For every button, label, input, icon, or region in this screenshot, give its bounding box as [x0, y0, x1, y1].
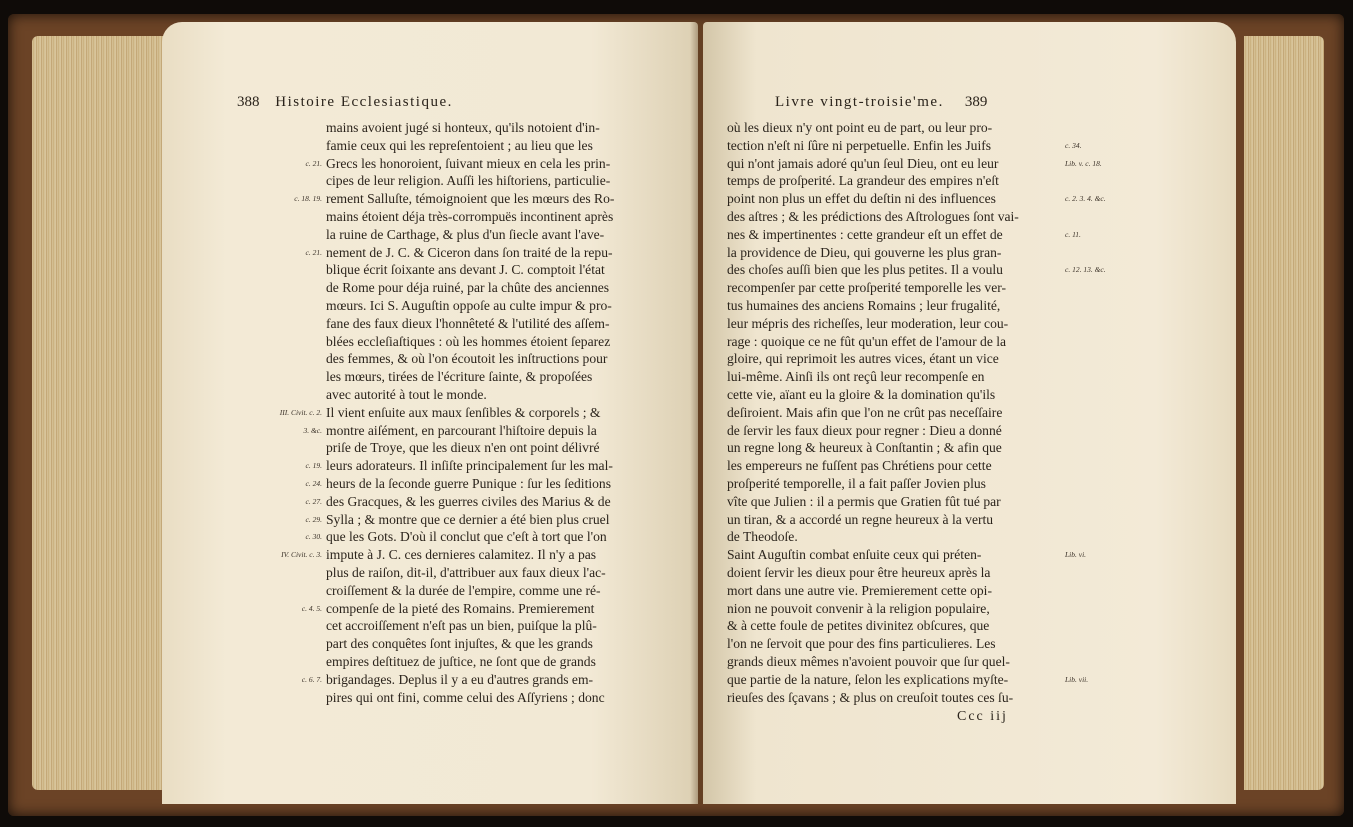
- margin-note: [1065, 350, 1125, 368]
- margin-note: [236, 368, 322, 386]
- margin-note: IV. Civit. c. 3.: [281, 550, 322, 560]
- margin-note: c. 4. 5.: [301, 603, 322, 613]
- margin-note: [236, 315, 322, 333]
- text-line: vîte que Julien : il a permis que Gratien fût tué par: [727, 493, 1001, 509]
- margin-note: [1065, 422, 1125, 440]
- margin-note: [1065, 244, 1125, 262]
- text-line: cipes de leur religion. Auſſi les hiſtoriens, particulie-: [326, 173, 611, 189]
- text-line: la ruine de Carthage, & plus d'un ſiecle avant l'ave-: [326, 226, 605, 242]
- text-line: nes & impertinentes : cette grandeur eſt un effet de: [727, 226, 1003, 242]
- left-body-text: [326, 119, 686, 706]
- margin-note: c. 27.: [305, 496, 322, 506]
- margin-note: [236, 439, 322, 457]
- margin-note: [1065, 333, 1125, 351]
- margin-note: [1065, 617, 1125, 635]
- right-running-title: Livre vingt-troisie'me.: [775, 94, 944, 110]
- margin-note: c. 24.: [305, 478, 322, 488]
- text-line: des aſtres ; & les prédictions des Aſtrologues ſont vai-: [727, 208, 1019, 224]
- margin-note: c. 21.: [305, 158, 322, 168]
- text-line: famie ceux qui les repreſentoient ; au lieu que les: [326, 137, 593, 153]
- margin-note: c. 11.: [1065, 229, 1081, 239]
- text-line: mains avoient jugé si honteux, qu'ils notoient d'in-: [326, 120, 600, 135]
- margin-note: Lib. v. c. 18.: [1065, 158, 1102, 168]
- text-line: gloire, qui reprimoit les autres vices, étant un vice: [727, 351, 999, 367]
- text-line: mains étoient déja très-corrompuës incontinent après: [326, 208, 614, 224]
- margin-note: [236, 564, 322, 582]
- text-line: priſe de Troye, que les dieux n'en ont point délivré: [326, 440, 600, 456]
- text-line: des Gracques, & les guerres civiles des Marius & de: [326, 493, 611, 509]
- text-line: Sylla ; & montre que ce dernier a été bien plus cruel: [326, 511, 610, 527]
- margin-note: III. Civit. c. 2.: [279, 407, 322, 417]
- margin-note: [1065, 457, 1125, 475]
- margin-note: c. 19.: [305, 461, 322, 471]
- text-line: un tiran, & a accordé un regne heureux à la vertu: [727, 511, 994, 527]
- margin-note: [1065, 315, 1125, 333]
- margin-note: 3. &c.: [303, 425, 322, 435]
- margin-note: [236, 689, 322, 707]
- text-line: avec autorité à tout le monde.: [326, 386, 487, 402]
- text-line: part des conquêtes ſont injuſtes, & que les grands: [326, 636, 593, 652]
- text-line: de ſervir les faux dieux pour regner : Dieu a donné: [727, 422, 1002, 438]
- text-line: où les dieux n'y ont point eu de part, ou leur pro-: [727, 120, 993, 135]
- text-line: l'on ne ſervoit que pour des fins particulieres. Les: [727, 636, 996, 652]
- text-line: nion ne pouvoit convenir à la religion populaire,: [727, 600, 990, 616]
- text-line: que les Gots. D'où il conclut que c'eſt à tort que l'on: [326, 529, 607, 545]
- text-line: qui n'ont jamais adoré qu'un ſeul Dieu, ont eu leur: [727, 155, 999, 171]
- margin-note: [1065, 386, 1125, 404]
- text-line: nement de J. C. & Ciceron dans ſon traité de la repu-: [326, 244, 613, 260]
- left-running-title: Histoire Ecclesiastique.: [275, 94, 453, 110]
- margin-note: [1065, 528, 1125, 546]
- text-line: tus humaines des anciens Romains ; leur frugalité,: [727, 297, 1001, 313]
- text-line: rage : quoique ce ne fût qu'un effet de l'amour de la: [727, 333, 1007, 349]
- margin-note: [1065, 653, 1125, 671]
- text-line: les empereurs ne fuſſent pas Chrétiens pour cette: [727, 458, 992, 474]
- margin-note: [236, 226, 322, 244]
- margin-note: c. 30.: [305, 532, 322, 542]
- margin-note: [1065, 208, 1125, 226]
- text-line: heurs de la ſeconde guerre Punique : ſur les ſeditions: [326, 475, 612, 491]
- text-line: croiſſement & la durée de l'empire, comme une ré-: [326, 582, 601, 598]
- margin-note: Lib. vii.: [1065, 674, 1089, 684]
- margin-note: c. 12. 13. &c.: [1065, 265, 1106, 275]
- signature-mark: Ccc iij: [957, 709, 1008, 724]
- text-line: mort dans une autre vie. Premierement cette opi-: [727, 582, 992, 598]
- text-line: rieuſes des ſçavans ; & plus on creuſoit toutes ces ſu-: [727, 689, 1014, 705]
- text-line: impute à J. C. ces dernieres calamitez. Il n'y a pas: [326, 547, 597, 563]
- text-line: doient ſervir les dieux pour être heureux après la: [727, 564, 991, 580]
- margin-note: [1065, 511, 1125, 529]
- margin-note: [236, 635, 322, 653]
- text-line: plus de raiſon, dit-il, d'attribuer aux faux dieux l'ac-: [326, 564, 606, 580]
- page-edges-left: [32, 36, 170, 790]
- text-line: leurs adorateurs. Il inſiſte principalement ſur les mal-: [326, 458, 613, 474]
- left-running-head: [237, 94, 453, 111]
- right-margin-notes: [1065, 119, 1125, 706]
- margin-note: [1065, 279, 1125, 297]
- text-line: Saint Auguſtin combat enſuite ceux qui préten-: [727, 547, 982, 563]
- text-line: des femmes, & où l'on écoutoit les inſtructions pour: [326, 351, 608, 367]
- text-line: & à cette foule de petites divinitez obſcures, que: [727, 618, 990, 634]
- text-line: proſperité temporelle, il a fait paſſer Jovien plus: [727, 475, 986, 491]
- margin-note: [236, 137, 322, 155]
- right-running-head: [775, 94, 987, 111]
- margin-note: [1065, 493, 1125, 511]
- margin-note: c. 21.: [305, 247, 322, 257]
- text-line: recompenſer par cette proſperité temporelle les ver-: [727, 280, 1007, 296]
- text-line: un regne long & heureux à Conſtantin ; & afin que: [727, 440, 1002, 456]
- right-page-number: 389: [964, 94, 988, 110]
- text-line: que partie de la nature, ſelon les explications myſte-: [727, 671, 1009, 687]
- left-margin-notes: [236, 119, 322, 706]
- text-line: temps de proſperité. La grandeur des empires n'eſt: [727, 173, 999, 189]
- margin-note: [1065, 172, 1125, 190]
- right-body-text: [727, 119, 1063, 706]
- margin-note: c. 2. 3. 4. &c.: [1065, 194, 1106, 204]
- text-line: cette vie, aïant eu la gloire & la domination qu'ils: [727, 386, 996, 402]
- text-line: montre aiſément, en parcourant l'hiſtoire depuis la: [326, 422, 597, 438]
- page-edges-right: [1244, 36, 1324, 790]
- margin-note: [236, 172, 322, 190]
- margin-note: [236, 582, 322, 600]
- text-line: mœurs. Ici S. Auguſtin oppoſe au culte impur & pro-: [326, 297, 612, 313]
- margin-note: [1065, 404, 1125, 422]
- text-line: cet accroiſſement n'eſt pas un bien, puiſque la plû-: [326, 618, 597, 634]
- left-page: [162, 22, 698, 804]
- text-line: Il vient enſuite aux maux ſenſibles & corporels ; &: [326, 404, 601, 420]
- margin-note: c. 29.: [305, 514, 322, 524]
- margin-note: [1065, 439, 1125, 457]
- right-page: [703, 22, 1236, 804]
- margin-note: [236, 333, 322, 351]
- margin-note: [1065, 689, 1125, 707]
- margin-note: [1065, 635, 1125, 653]
- margin-note: [1065, 564, 1125, 582]
- margin-note: [1065, 368, 1125, 386]
- text-line: la providence de Dieu, qui gouverne les plus gran-: [727, 244, 1002, 260]
- text-line: leur mépris des richeſſes, leur moderation, leur cou-: [727, 315, 1009, 331]
- margin-note: [236, 653, 322, 671]
- left-page-number: 388: [237, 94, 260, 110]
- margin-note: [236, 119, 322, 137]
- text-line: pires qui ont fini, comme celui des Aſſyriens ; donc: [326, 689, 605, 705]
- margin-note: [1065, 600, 1125, 618]
- margin-note: [236, 208, 322, 226]
- text-line: blées eccleſiaſtiques : où les hommes étoient ſeparez: [326, 333, 611, 349]
- margin-note: [236, 350, 322, 368]
- margin-note: [236, 617, 322, 635]
- margin-note: [1065, 119, 1125, 137]
- margin-note: [236, 386, 322, 404]
- margin-note: [1065, 475, 1125, 493]
- margin-note: [1065, 297, 1125, 315]
- margin-note: c. 34.: [1065, 140, 1082, 150]
- text-line: de Theodoſe.: [727, 529, 798, 545]
- text-line: deſiroient. Mais afin que l'on ne crût pas neceſſaire: [727, 404, 1003, 420]
- text-line: les mœurs, tirées de l'écriture ſainte, & propoſées: [326, 369, 593, 385]
- margin-note: [1065, 582, 1125, 600]
- text-line: Grecs les honoroient, ſuivant mieux en cela les prin-: [326, 155, 611, 171]
- text-line: de Rome pour déja ruiné, par la chûte des anciennes: [326, 280, 610, 296]
- text-line: des choſes auſſi bien que les plus petites. Il a voulu: [727, 262, 1003, 278]
- margin-note: [236, 279, 322, 297]
- text-line: brigandages. Deplus il y a eu d'autres grands em-: [326, 671, 594, 687]
- margin-note: [236, 261, 322, 279]
- text-line: blique écrit ſoixante ans devant J. C. comptoit l'état: [326, 262, 605, 278]
- text-line: compenſe de la pieté des Romains. Premierement: [326, 600, 595, 616]
- text-line: fane des faux dieux l'honnêteté & l'utilité des aſſem-: [326, 315, 610, 331]
- margin-note: c. 18. 19.: [294, 194, 322, 204]
- text-line: lui-même. Ainſi ils ont reçû leur recompenſe en: [727, 369, 985, 385]
- text-line: grands dieux mêmes n'avoient pouvoir que ſur quel-: [727, 653, 1010, 669]
- margin-note: c. 6. 7.: [301, 674, 322, 684]
- text-line: point non plus un effet du deſtin ni des influences: [727, 191, 996, 207]
- margin-note: Lib. vi.: [1065, 550, 1087, 560]
- margin-note: [236, 297, 322, 315]
- text-line: empires deſtituez de juſtice, ne ſont que de grands: [326, 653, 596, 669]
- text-line: tection n'eſt ni ſûre ni perpetuelle. Enfin les Juifs: [727, 137, 992, 153]
- text-line: rement Salluſte, témoignoient que les mœurs des Ro-: [326, 191, 615, 207]
